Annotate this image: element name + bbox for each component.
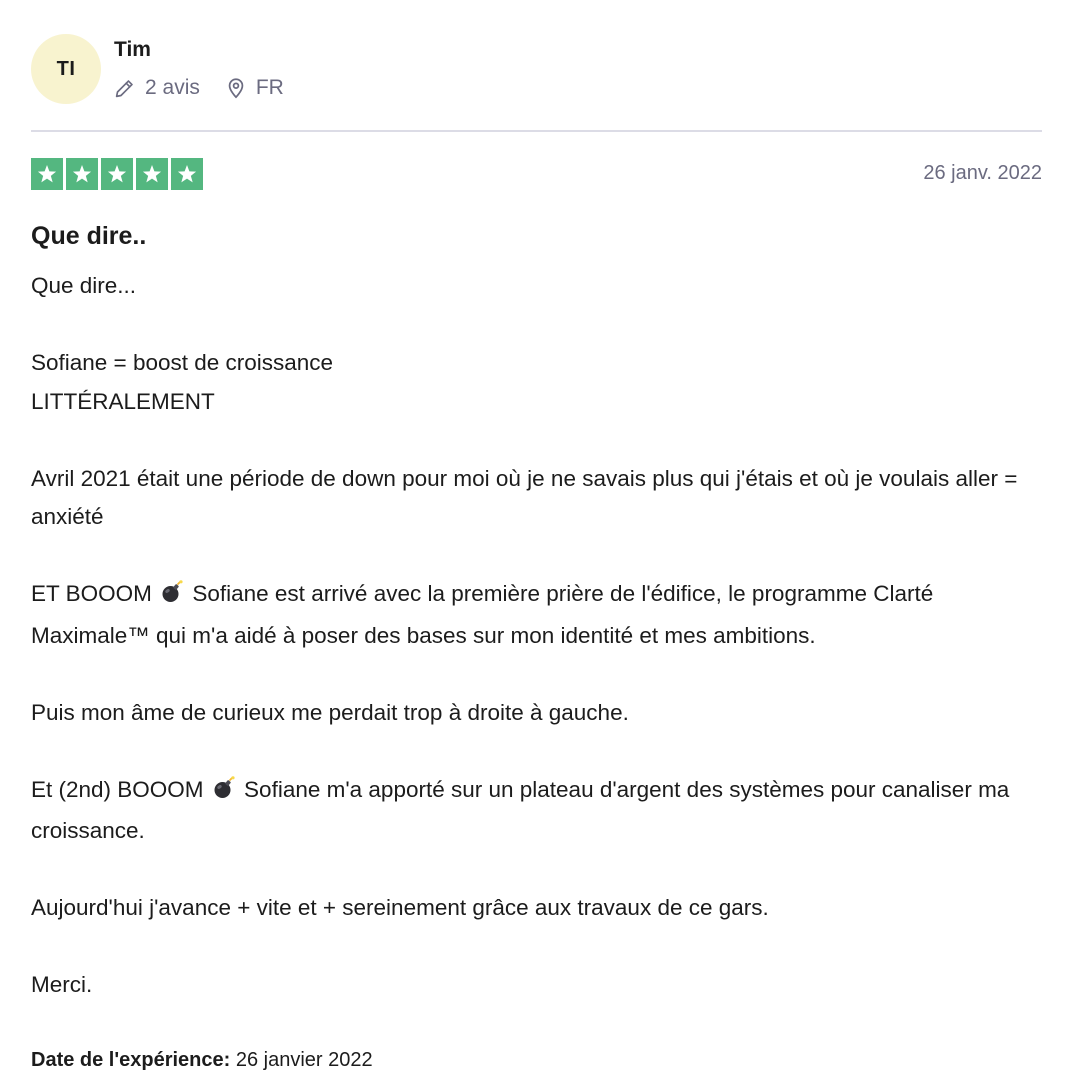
review-date: 26 janv. 2022 [923,162,1042,184]
review-line: Sofiane = boost de croissance [31,350,334,375]
location-pin-icon [226,77,246,99]
review-title[interactable]: Que dire.. [31,222,147,250]
review-paragraph [31,344,1042,421]
review-line: Aujourd'hui j'avance + vite et + sereinement grâce aux travaux de ce gars. [31,895,769,920]
review-body [31,267,1042,1005]
pencil-icon [114,78,135,99]
review-line: ET BOOOM Sofiane est arrivé avec la première prière de l'édifice, le programme Clarté Maximale™ qui m'a aidé à poser des bases sur mon identité et mes ambitions. [31,575,1042,655]
review-paragraph [31,460,1042,537]
review-card [31,0,1042,1071]
bomb-emoji-icon [160,578,184,617]
experience-date [31,1049,373,1072]
author-name[interactable]: Tim [114,38,151,61]
review-line: Et (2nd) BOOOM Sofiane m'a apporté sur un plateau d'argent des systèmes pour canaliser ma croissance. [31,771,1042,851]
experience-date-label: Date de l'expérience: [31,1049,231,1071]
author-location [226,76,284,100]
review-paragraph [31,694,1042,733]
avatar[interactable] [31,34,101,104]
rating-row [31,158,1042,191]
review-line: Puis mon âme de curieux me perdait trop à droite à gauche. [31,699,629,725]
review-line: Que dire... [31,273,137,298]
review-line: Merci. [31,972,93,997]
star-icon [136,158,168,190]
review-paragraph [31,267,1042,306]
reviews-count [114,76,200,100]
star-icon [31,158,63,190]
bomb-emoji-icon [212,774,236,813]
review-header [31,0,1042,132]
star-icon [66,158,98,190]
author-country: FR [255,76,284,99]
review-line: Avril 2021 était une période de down pour moi où je ne savais plus qui j'étais et où je voulais aller = anxiété [31,465,1018,529]
reviews-count-text: 2 avis [145,76,200,99]
author-meta [114,76,284,100]
star-icon [101,158,133,190]
star-icon [171,158,203,190]
review-line: LITTÉRALEMENT [31,388,215,414]
review-paragraph [31,575,1042,655]
avatar-initials: TI [56,57,76,80]
review-paragraph [31,966,1042,1005]
star-rating [31,158,1042,190]
review-paragraph [31,889,1042,928]
review-paragraph [31,771,1042,851]
experience-date-value: 26 janvier 2022 [235,1049,373,1071]
